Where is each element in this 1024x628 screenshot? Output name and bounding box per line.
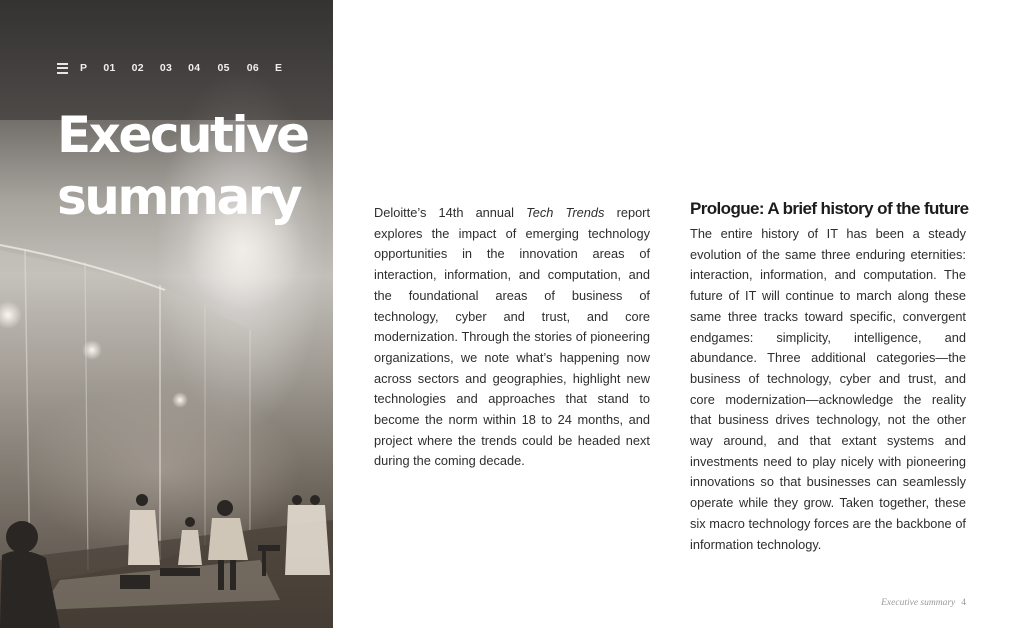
intro-text-start: Deloitte’s 14th annual	[374, 205, 527, 220]
page-number: 4	[961, 598, 966, 608]
page-footer	[881, 598, 966, 608]
menu-icon[interactable]	[57, 63, 68, 74]
prologue-heading: Prologue: A brief history of the future	[690, 199, 969, 218]
nav-item-06[interactable]: 06	[246, 62, 259, 74]
nav-item-03[interactable]: 03	[159, 62, 173, 74]
nav-item-prologue[interactable]: P	[80, 62, 88, 74]
nav-item-epilogue[interactable]: E	[275, 62, 283, 74]
section-nav	[57, 62, 282, 74]
nav-item-04[interactable]: 04	[188, 62, 201, 74]
prologue-paragraph	[690, 224, 966, 555]
footer-section-label: Executive summary	[881, 598, 956, 608]
report-name: Tech Trends	[526, 205, 605, 220]
page-title	[57, 104, 327, 228]
gallery-scene-illustration	[0, 0, 333, 628]
cover-photo	[0, 0, 333, 628]
intro-text-rest: report explores the impact of emerging technology opportunities in the innovation areas of interaction, information, and computation, and the foundational areas of business of technology, cyber and trust, and core modernization. Through the stories of pioneering organizations, we note what’s happening now across sectors and geographies, highlight new technologies and approaches that stand to become the norm within 18 to 24 months, and project where the trends could be headed next during the coming decade.	[374, 205, 650, 469]
prologue-body: The entire history of IT has been a steady evolution of the same three enduring eternities: interaction, information, and computation. The future of IT will continue to march along these same three tracks toward specific, convergent endgames: simplicity, intelligence, and abundance. Three additional categories—the business of technology, cyber and trust, and core modernization—acknowledge the reality that business drives technology, not the other way around, and that extant systems and investments need to play nicely with pioneering innovations so that businesses can seamlessly operate while they grow. Taken together, these six macro technology forces are the backbone of information technology.	[690, 226, 966, 552]
nav-item-01[interactable]: 01	[103, 62, 116, 74]
page-title-line1: Executive	[57, 106, 308, 164]
intro-paragraph	[374, 203, 650, 472]
nav-item-05[interactable]: 05	[217, 62, 230, 74]
nav-item-02[interactable]: 02	[131, 62, 144, 74]
page-title-line2: summary	[57, 168, 301, 226]
